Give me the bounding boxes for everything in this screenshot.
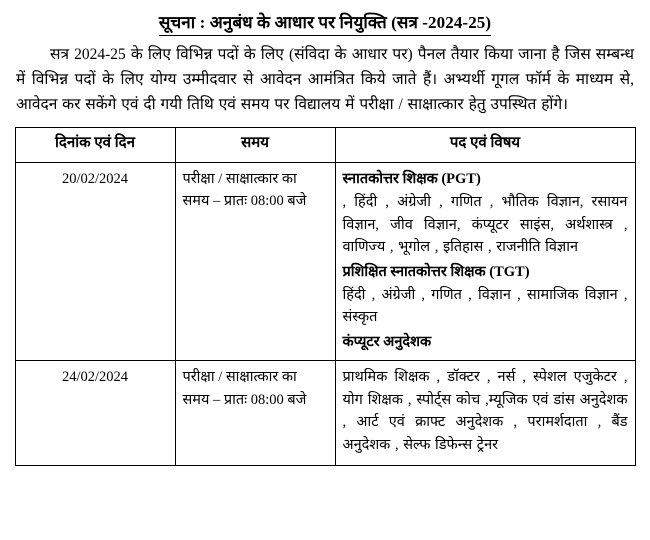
intro-paragraph: सत्र 2024-25 के लिए विभिन्न पदों के लिए (संविदा के आधार पर) पैनल तैयार किया जाना है जिस सम्बन्ध में विभिन्न पदों के लिए योग्य उम्मीदवार से आवेदन आमंत्रित किये जाते हैं। अभ्यर्थी गूगल फॉर्म के माध्यम से, आवेदन कर सकेंगे एवं दी गयी तिथि एवं समय पर विद्यालय में परीक्षा / साक्षात्कार हेतु उपस्थित होंगे।	[16, 46, 634, 114]
post-subjects-pgt: , हिंदी , अंग्रेजी , गणित , भौतिक विज्ञान, रसायन विज्ञान, जीव विज्ञान, कंप्यूटर साइंस, अर्थशास्त्र , वाणिज्य , भूगोल , इतिहास , राजनीति विज्ञान	[342, 194, 628, 256]
table-header-row	[15, 128, 635, 162]
page-title	[14, 12, 636, 36]
cell-date: 24/02/2024	[15, 361, 175, 466]
cell-time	[175, 361, 335, 466]
column-header-date: दिनांक एवं दिन	[15, 128, 175, 162]
cell-date: 20/02/2024	[15, 162, 175, 361]
time-line-1: परीक्षा / साक्षात्कार का	[182, 369, 297, 386]
post-subjects-tgt: हिंदी , अंग्रेजी , गणित , विज्ञान , सामाजिक विज्ञान , संस्कृत	[342, 287, 628, 326]
cell-posts	[335, 361, 635, 466]
table-row	[15, 162, 635, 361]
cell-posts	[335, 162, 635, 361]
time-line-2: समय – प्रातः 08:00 बजे	[182, 391, 307, 408]
time-line-2: समय – प्रातः 08:00 बजे	[182, 193, 307, 210]
table-row	[15, 361, 635, 466]
post-heading-tgt: प्रशिक्षित स्नातकोत्तर शिक्षक (TGT)	[342, 263, 530, 280]
time-line-1: परीक्षा / साक्षात्कार का	[182, 170, 297, 187]
column-header-time: समय	[175, 128, 335, 162]
post-heading-pgt: स्नातकोत्तर शिक्षक (PGT)	[342, 170, 481, 187]
column-header-post: पद एवं विषय	[335, 128, 635, 162]
schedule-table	[15, 127, 636, 466]
page-title-text: सूचना : अनुबंध के आधार पर नियुक्ति (सत्र -2024-25)	[159, 12, 491, 36]
cell-time	[175, 162, 335, 361]
post-heading-computer-instructor: कंप्यूटर अनुदेशक	[342, 333, 432, 350]
post-subjects-other: प्राथमिक शिक्षक , डॉक्टर , नर्स , स्पेशल एजुकेटर , योग शिक्षक , स्पोर्ट्स कोच ,म्यूजिक एवं डांस अनुदेशक , आर्ट एवं क्राफ्ट अनुदेशक , परामर्शदाता , बैंड अनुदेशक , सेल्फ डिफेन्स ट्रेनर	[342, 369, 628, 453]
